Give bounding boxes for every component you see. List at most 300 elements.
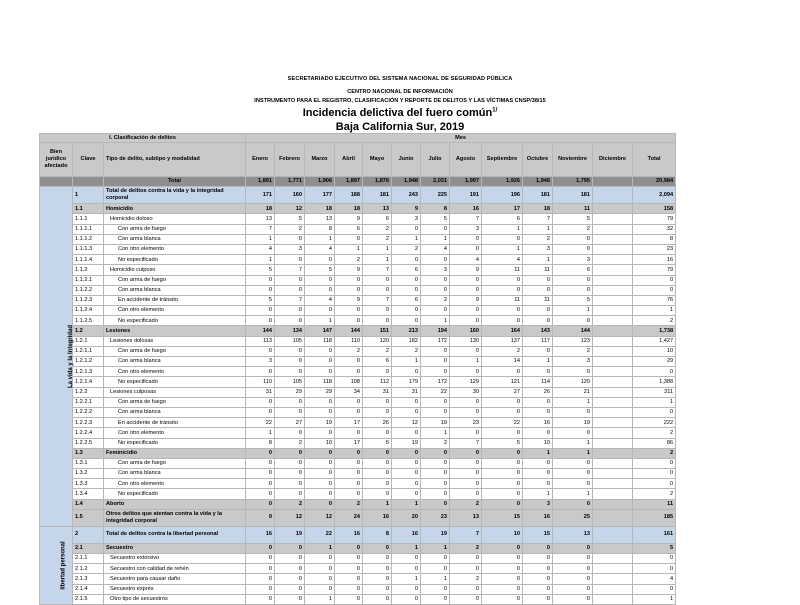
row-value: 0: [363, 448, 392, 458]
row-clave: 1.1.2.1: [73, 275, 104, 285]
row-value: 21: [553, 387, 593, 397]
row-clave: 1.3: [73, 448, 104, 458]
row-clave: 1.2.2.2: [73, 407, 104, 417]
table-row: [40, 407, 676, 417]
row-value: 2,094: [633, 187, 676, 204]
row-value: 2: [335, 499, 363, 509]
row-value: [593, 526, 633, 543]
row-value: 0: [246, 499, 275, 509]
bien-juridico-label: libertad personal: [60, 541, 67, 590]
row-value: 1: [246, 234, 275, 244]
row-value: 11: [482, 265, 523, 275]
row-value: 0: [633, 458, 676, 468]
row-value: 0: [246, 469, 275, 479]
row-value: 0: [633, 407, 676, 417]
month-header-8: Septiembre: [482, 143, 523, 177]
row-clave: 2: [73, 526, 104, 543]
row-value: 0: [275, 397, 305, 407]
row-value: 225: [421, 187, 450, 204]
row-value: 2: [633, 316, 676, 326]
row-value: 0: [482, 543, 523, 553]
row-value: 3: [523, 499, 553, 509]
row-value: 2: [335, 346, 363, 356]
table-body: [40, 177, 676, 605]
row-tipo: Total de delitos contra la libertad personal: [104, 526, 246, 543]
row-value: 0: [275, 367, 305, 377]
row-value: 0: [421, 407, 450, 417]
row-value: 0: [421, 479, 450, 489]
table-row: [40, 554, 676, 564]
row-clave: 1.1.1.3: [73, 244, 104, 254]
table-row: [40, 584, 676, 594]
row-value: 1: [335, 244, 363, 254]
row-clave: 1.5: [73, 509, 104, 526]
row-value: 0: [633, 564, 676, 574]
row-value: 0: [246, 458, 275, 468]
row-value: 0: [421, 397, 450, 407]
table-row: [40, 526, 676, 543]
month-header-1: Febrero: [275, 143, 305, 177]
row-value: 0: [335, 574, 363, 584]
row-value: 0: [275, 448, 305, 458]
row-value: 1: [553, 448, 593, 458]
row-value: [593, 499, 633, 509]
row-value: 0: [392, 489, 421, 499]
row-value: 243: [392, 187, 421, 204]
table-row: [40, 275, 676, 285]
row-value: 0: [363, 397, 392, 407]
row-value: 0: [275, 564, 305, 574]
row-value: 31: [392, 387, 421, 397]
row-value: 0: [363, 489, 392, 499]
row-clave: 1.1.2.4: [73, 306, 104, 316]
row-value: 0: [450, 316, 482, 326]
row-value: 6: [392, 265, 421, 275]
row-value: 0: [363, 306, 392, 316]
row-value: 17: [482, 204, 523, 214]
row-clave: 1.2.1.1: [73, 346, 104, 356]
row-value: 0: [305, 458, 335, 468]
row-value: 1: [363, 255, 392, 265]
row-value: 14: [482, 357, 523, 367]
row-tipo: Otros delitos que atentan contra la vida y la integridad corporal: [104, 509, 246, 526]
row-tipo: Con arma blanca: [104, 285, 246, 295]
row-value: 1: [363, 244, 392, 254]
row-value: 0: [363, 316, 392, 326]
row-value: 0: [421, 564, 450, 574]
row-clave: 1: [73, 187, 104, 204]
report-title: [0, 107, 800, 119]
row-value: 6: [553, 265, 593, 275]
row-value: 182: [392, 336, 421, 346]
row-value: 0: [421, 499, 450, 509]
row-value: 0: [275, 255, 305, 265]
row-value: [593, 357, 633, 367]
table-row: [40, 377, 676, 387]
row-value: 0: [246, 306, 275, 316]
table-row: [40, 255, 676, 265]
row-value: 17: [335, 418, 363, 428]
row-value: 0: [482, 407, 523, 417]
row-value: 0: [450, 448, 482, 458]
row-value: 22: [305, 526, 335, 543]
row-value: 0: [553, 479, 593, 489]
row-value: 191: [450, 187, 482, 204]
row-value: 1: [633, 397, 676, 407]
row-value: 0: [275, 285, 305, 295]
row-value: 31: [246, 387, 275, 397]
row-value: 105: [275, 377, 305, 387]
table-row: [40, 234, 676, 244]
row-value: 3: [450, 224, 482, 234]
row-value: 0: [363, 543, 392, 553]
row-value: 16: [450, 204, 482, 214]
row-value: 0: [246, 316, 275, 326]
row-value: 0: [482, 397, 523, 407]
table-row: [40, 367, 676, 377]
row-value: 185: [633, 509, 676, 526]
row-value: 0: [523, 574, 553, 584]
row-tipo: Con otro elemento: [104, 244, 246, 254]
row-value: 0: [523, 367, 553, 377]
row-value: 5: [482, 438, 523, 448]
row-tipo: No especificado: [104, 489, 246, 499]
row-value: 4: [450, 255, 482, 265]
row-value: 181: [363, 187, 392, 204]
row-value: 19: [305, 418, 335, 428]
center-line: CENTRO NACIONAL DE INFORMACIÓN: [347, 89, 453, 95]
row-value: 0: [275, 574, 305, 584]
row-value: 9: [450, 265, 482, 275]
row-value: [593, 214, 633, 224]
row-value: 4: [482, 255, 523, 265]
row-value: 161: [633, 526, 676, 543]
row-value: 27: [482, 387, 523, 397]
row-clave: 2.1.3: [73, 574, 104, 584]
row-value: 0: [450, 285, 482, 295]
row-value: 0: [421, 448, 450, 458]
row-value: [593, 377, 633, 387]
row-tipo: Con otro elemento: [104, 306, 246, 316]
row-value: 0: [392, 458, 421, 468]
row-value: 0: [482, 489, 523, 499]
row-value: 0: [363, 428, 392, 438]
row-value: 0: [633, 554, 676, 564]
row-value: 0: [335, 275, 363, 285]
row-value: 0: [305, 489, 335, 499]
row-value: 0: [523, 458, 553, 468]
table-row: [40, 306, 676, 316]
col-bien: Bien jurídico afectado: [40, 143, 73, 177]
row-value: 4: [633, 574, 676, 584]
row-value: 16: [523, 509, 553, 526]
row-value: 0: [305, 584, 335, 594]
row-value: 0: [275, 428, 305, 438]
row-value: 0: [450, 428, 482, 438]
row-value: [593, 275, 633, 285]
row-value: 0: [246, 367, 275, 377]
row-value: [593, 306, 633, 316]
row-value: 181: [523, 187, 553, 204]
row-value: 2: [450, 543, 482, 553]
row-value: 1: [523, 357, 553, 367]
row-value: [593, 479, 633, 489]
row-value: 24: [335, 509, 363, 526]
row-value: [593, 224, 633, 234]
row-value: 16: [246, 526, 275, 543]
row-value: [593, 244, 633, 254]
row-value: 79: [633, 265, 676, 275]
row-value: 1: [523, 448, 553, 458]
row-value: 0: [246, 397, 275, 407]
row-value: 0: [523, 564, 553, 574]
row-value: 0: [421, 594, 450, 604]
row-value: 10: [305, 438, 335, 448]
table-row: [40, 418, 676, 428]
row-value: 22: [421, 387, 450, 397]
table-row: [40, 448, 676, 458]
row-value: 0: [246, 448, 275, 458]
row-value: 7: [246, 224, 275, 234]
row-value: 0: [392, 306, 421, 316]
row-clave: 1.2.1.4: [73, 377, 104, 387]
row-value: 0: [450, 367, 482, 377]
row-value: 2: [421, 438, 450, 448]
row-value: 0: [335, 564, 363, 574]
row-value: [593, 187, 633, 204]
row-value: 112: [363, 377, 392, 387]
row-value: [593, 295, 633, 305]
row-value: 6: [335, 224, 363, 234]
row-value: 0: [392, 407, 421, 417]
row-value: 29: [305, 387, 335, 397]
row-clave: 1.3.2: [73, 469, 104, 479]
row-value: 0: [392, 224, 421, 234]
row-value: 0: [335, 357, 363, 367]
row-tipo: Secuestro extorsivo: [104, 554, 246, 564]
row-value: 0: [482, 574, 523, 584]
row-tipo: Con arma blanca: [104, 469, 246, 479]
row-value: 144: [335, 326, 363, 336]
row-value: 0: [392, 285, 421, 295]
table-row: [40, 316, 676, 326]
table-row: [40, 224, 676, 234]
row-value: 16: [363, 509, 392, 526]
row-clave: 1.2.1.2: [73, 357, 104, 367]
total-value: 1,897: [335, 177, 363, 187]
table-row: [40, 387, 676, 397]
row-tipo: Feminicidio: [104, 448, 246, 458]
row-value: 0: [553, 554, 593, 564]
row-value: 1: [363, 499, 392, 509]
row-value: 0: [450, 244, 482, 254]
row-clave: 1.1.2.5: [73, 316, 104, 326]
row-value: 1: [523, 224, 553, 234]
table-row: [40, 357, 676, 367]
row-value: 3: [275, 244, 305, 254]
section-label: I. Clasificación de delitos: [40, 134, 246, 143]
row-value: 12: [392, 418, 421, 428]
row-value: 1: [553, 397, 593, 407]
row-value: 0: [335, 428, 363, 438]
row-value: 0: [335, 285, 363, 295]
row-clave: 2.1.4: [73, 584, 104, 594]
row-value: 0: [363, 275, 392, 285]
row-value: 0: [275, 275, 305, 285]
row-value: 1,738: [633, 326, 676, 336]
row-value: 11: [553, 204, 593, 214]
row-value: 15: [523, 526, 553, 543]
row-value: 1: [633, 306, 676, 316]
row-value: 0: [305, 564, 335, 574]
row-value: 0: [275, 543, 305, 553]
row-value: 0: [392, 397, 421, 407]
row-value: 3: [421, 265, 450, 275]
row-value: 1: [553, 489, 593, 499]
row-value: 0: [392, 564, 421, 574]
row-value: 11: [523, 295, 553, 305]
row-tipo: Secuestro para causar daño: [104, 574, 246, 584]
row-value: 5: [305, 265, 335, 275]
row-tipo: No especificado: [104, 255, 246, 265]
row-value: 1: [246, 255, 275, 265]
table-row: [40, 295, 676, 305]
row-value: 0: [523, 346, 553, 356]
row-value: [593, 326, 633, 336]
row-value: 0: [482, 594, 523, 604]
col-clave: Clave: [73, 143, 104, 177]
row-value: 0: [482, 564, 523, 574]
row-value: 13: [450, 509, 482, 526]
row-value: 0: [421, 346, 450, 356]
total-label: Total: [104, 177, 246, 187]
crime-table: [39, 133, 676, 605]
total-value: [593, 177, 633, 187]
row-value: 114: [523, 377, 553, 387]
row-value: 130: [450, 336, 482, 346]
row-value: 5: [421, 214, 450, 224]
row-value: 2: [633, 428, 676, 438]
row-value: 0: [421, 224, 450, 234]
row-value: 0: [335, 306, 363, 316]
row-value: 0: [305, 357, 335, 367]
row-value: 0: [482, 448, 523, 458]
row-clave: 2.1: [73, 543, 104, 553]
row-clave: 1.1.2.2: [73, 285, 104, 295]
row-value: 129: [450, 377, 482, 387]
month-header-10: Noviembre: [553, 143, 593, 177]
row-value: 1: [421, 234, 450, 244]
row-value: [593, 438, 633, 448]
row-value: 1: [305, 234, 335, 244]
row-value: 0: [450, 594, 482, 604]
row-value: 0: [363, 574, 392, 584]
row-clave: 1.2.2.4: [73, 428, 104, 438]
row-clave: 1.1.1.1: [73, 224, 104, 234]
row-value: 0: [335, 479, 363, 489]
row-value: 0: [363, 407, 392, 417]
row-value: 0: [523, 397, 553, 407]
row-value: 0: [633, 367, 676, 377]
row-value: 6: [392, 295, 421, 305]
row-value: 0: [482, 275, 523, 285]
row-value: 0: [421, 255, 450, 265]
row-value: 0: [305, 554, 335, 564]
report-subtitle: Baja California Sur, 2019: [335, 121, 465, 133]
row-value: 11: [523, 265, 553, 275]
agency-line: SECRETARIADO EJECUTIVO DEL SISTEMA NACIONAL DE SEGURIDAD PÚBLICA: [287, 76, 513, 82]
row-value: 0: [523, 479, 553, 489]
row-tipo: Con arma de fuego: [104, 458, 246, 468]
row-value: 16: [392, 526, 421, 543]
row-value: [593, 594, 633, 604]
month-header-2: Marzo: [305, 143, 335, 177]
row-clave: 1.3.4: [73, 489, 104, 499]
row-value: 0: [482, 584, 523, 594]
row-value: 0: [335, 367, 363, 377]
row-value: 1: [305, 594, 335, 604]
row-value: 0: [553, 594, 593, 604]
row-value: 27: [275, 418, 305, 428]
row-value: 9: [335, 214, 363, 224]
row-clave: 1.2.1.3: [73, 367, 104, 377]
row-value: 0: [363, 367, 392, 377]
row-value: 29: [275, 387, 305, 397]
row-value: 0: [363, 479, 392, 489]
row-tipo: Con arma de fuego: [104, 224, 246, 234]
row-value: 2: [335, 255, 363, 265]
row-value: 144: [246, 326, 275, 336]
row-value: [593, 265, 633, 275]
month-header-0: Enero: [246, 143, 275, 177]
bien-juridico-group: [40, 187, 73, 527]
row-value: 13: [553, 526, 593, 543]
row-value: 0: [553, 574, 593, 584]
row-value: 3: [246, 357, 275, 367]
row-value: 160: [450, 326, 482, 336]
row-value: 0: [392, 367, 421, 377]
row-value: 179: [392, 377, 421, 387]
row-value: [593, 509, 633, 526]
row-value: 0: [305, 346, 335, 356]
row-value: 4: [305, 295, 335, 305]
row-value: 2: [363, 346, 392, 356]
row-value: 0: [450, 469, 482, 479]
row-clave: 1.2.2.5: [73, 438, 104, 448]
row-value: [593, 407, 633, 417]
row-value: 160: [275, 187, 305, 204]
row-value: 1: [482, 244, 523, 254]
row-value: 4: [246, 244, 275, 254]
row-value: 17: [335, 438, 363, 448]
row-value: 5: [633, 543, 676, 553]
row-value: 0: [246, 564, 275, 574]
row-clave: 1.1.1.2: [73, 234, 104, 244]
row-value: 0: [450, 397, 482, 407]
row-value: 8: [363, 526, 392, 543]
row-value: 0: [450, 584, 482, 594]
row-value: 0: [335, 316, 363, 326]
row-value: 5: [246, 265, 275, 275]
row-value: 143: [523, 326, 553, 336]
row-value: 0: [305, 479, 335, 489]
row-value: 0: [246, 407, 275, 417]
table-row: [40, 204, 676, 214]
row-value: 137: [482, 336, 523, 346]
row-value: [593, 316, 633, 326]
row-value: 15: [482, 509, 523, 526]
row-value: 1: [553, 306, 593, 316]
